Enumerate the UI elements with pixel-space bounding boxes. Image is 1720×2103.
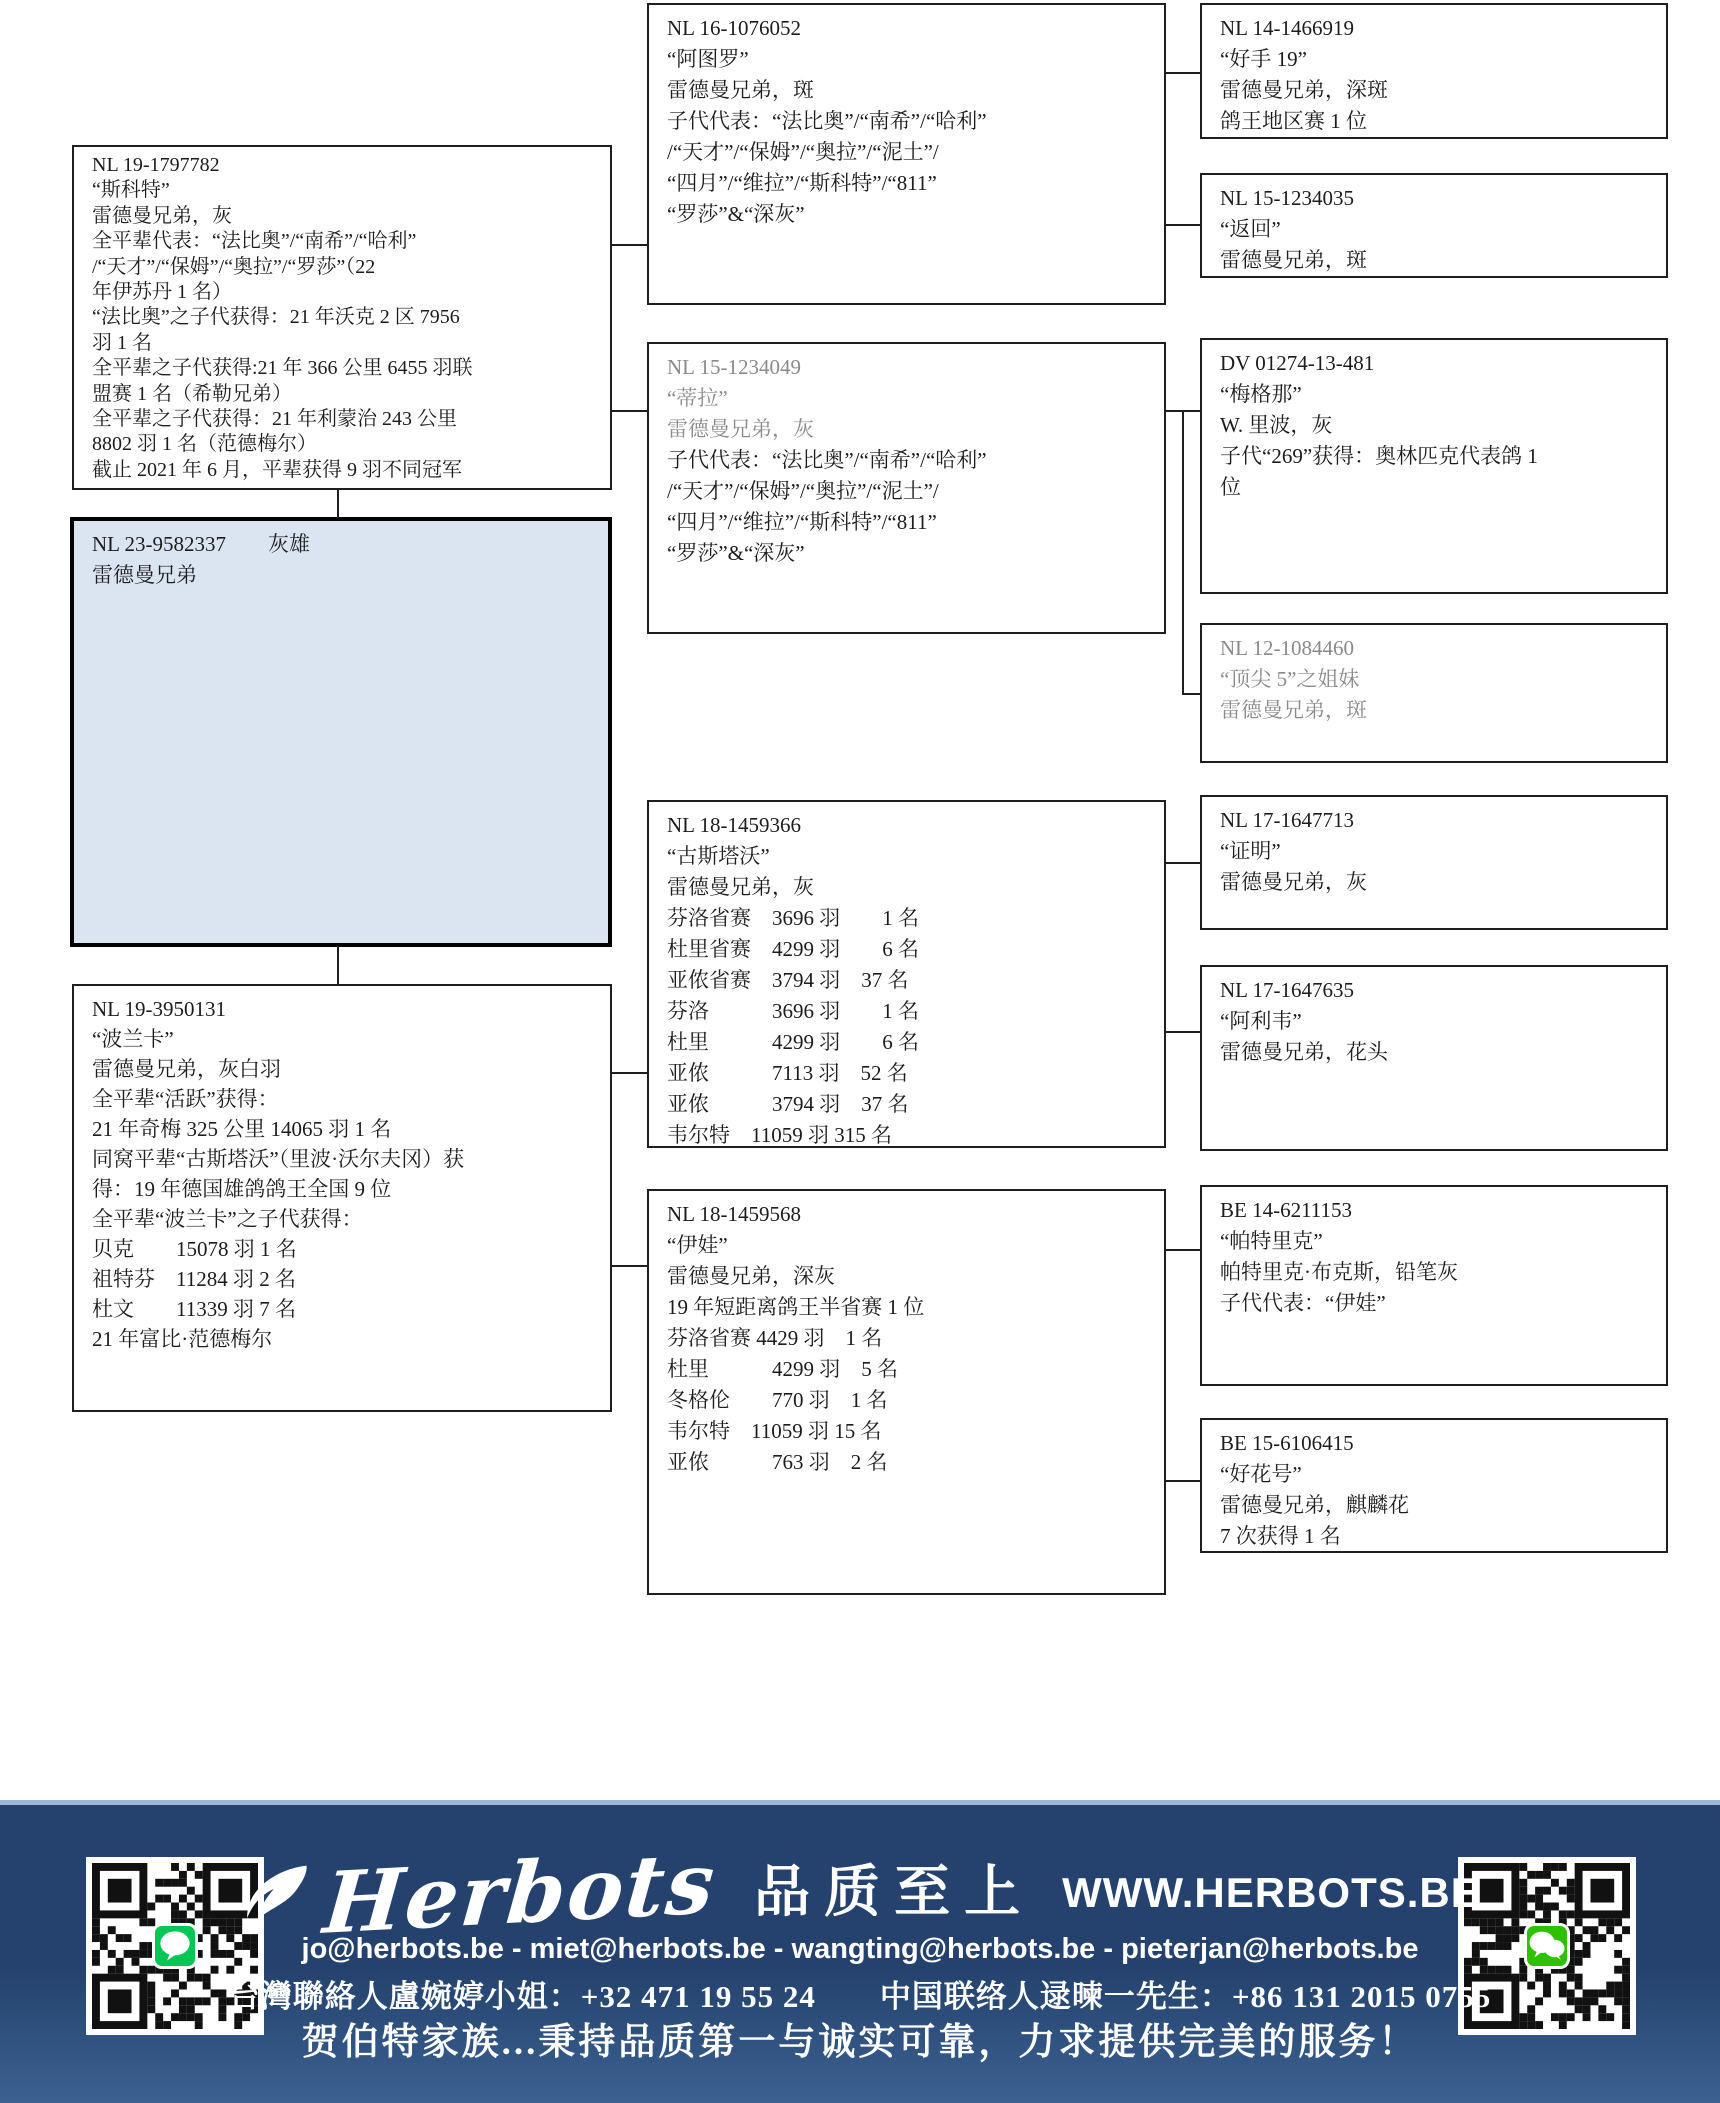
pedigree-line: “罗莎”&“深灰” [667, 202, 805, 226]
pedigree-line: “斯科特” [92, 179, 170, 202]
pedigree-box-ggf1 [1200, 3, 1668, 139]
pedigree-line: 8802 羽 1 名（范德梅尔） [92, 433, 317, 456]
pedigree-line: 羽 1 名 [92, 331, 152, 354]
pedigree-box-father [72, 145, 612, 490]
pedigree-box-pgf [647, 3, 1166, 305]
pedigree-line: “伊娃” [667, 1233, 728, 1257]
pedigree-line: 鸽王地区赛 1 位 [1220, 109, 1367, 133]
feather-icon [236, 1863, 318, 1923]
pedigree-line: “好手 19” [1220, 47, 1307, 71]
pedigree-line: 芬洛省赛 4429 羽 1 名 [667, 1326, 883, 1350]
pedigree-line: 帕特里克·布克斯，铅笔灰 [1220, 1260, 1458, 1284]
pedigree-line: 亚侬省赛 3794 羽 37 名 [667, 968, 909, 992]
pedigree-line: “四月”/“维拉”/“斯科特”/“811” [667, 171, 937, 195]
pedigree-line: “顶尖 5”之姐妹 [1220, 667, 1360, 691]
pedigree-line: 亚侬 763 羽 2 名 [667, 1450, 888, 1474]
pedigree-line: NL 17-1647635 [1220, 978, 1354, 1002]
pedigree-box-subject [70, 517, 612, 947]
pedigree-line: 雷德曼兄弟，斑 [1220, 248, 1367, 272]
pedigree-line: NL 15-1234035 [1220, 186, 1354, 210]
pedigree-line: 全平辈代表：“法比奥”/“南希”/“哈利” [92, 230, 417, 253]
email-addresses: jo@herbots.be - miet@herbots.be - wangting@herbots.be - pieterjan@herbots.be [301, 1933, 1419, 1965]
footer [0, 1800, 1720, 2103]
pedigree-line: 全平辈“活跃”获得： [92, 1087, 279, 1111]
pedigree-line: 雷德曼兄弟，灰 [667, 417, 814, 441]
pedigree-line: “四月”/“维拉”/“斯科特”/“811” [667, 510, 937, 534]
pedigree-box-mgm [647, 1189, 1166, 1595]
pedigree-box-ggm3 [1200, 965, 1668, 1151]
pedigree-line: 位 [1220, 475, 1241, 499]
pedigree-line: /“天才”/“保姆”/“奥拉”/“泥土”/ [667, 140, 939, 164]
pedigree-line: 21 年奇梅 325 公里 14065 羽 1 名 [92, 1117, 392, 1141]
pedigree-box-pgm [647, 342, 1166, 634]
pedigree-line: 雷德曼兄弟，深斑 [1220, 78, 1388, 102]
pedigree-line: 杜里 4299 羽 6 名 [667, 1030, 919, 1054]
pedigree-line: “罗莎”&“深灰” [667, 541, 805, 565]
pedigree-line: 雷德曼兄弟 [92, 563, 197, 587]
pedigree-line: BE 14-6211153 [1220, 1198, 1353, 1222]
pedigree-line: 得：19 年德国雄鸽鸽王全国 9 位 [92, 1177, 392, 1201]
pedigree-line: 雷德曼兄弟，斑 [1220, 698, 1367, 722]
pedigree-line: 截止 2021 年 6 月，平辈获得 9 羽不同冠军 [92, 458, 462, 481]
tagline-cn: 品质至上 [754, 1862, 1035, 1924]
pedigree-line: NL 18-1459568 [667, 1202, 801, 1226]
pedigree-line: 雷德曼兄弟，斑 [667, 78, 814, 102]
connector-line [1182, 693, 1200, 695]
connector-line [612, 1265, 647, 1267]
pedigree-line: 杜文 11339 羽 7 名 [92, 1297, 296, 1321]
pedigree-line: “梅格那” [1220, 382, 1302, 406]
pedigree-line: NL 19-1797782 [92, 154, 220, 176]
pedigree-line: 雷德曼兄弟，花头 [1220, 1040, 1388, 1064]
pedigree-line: 19 年短距离鸽王半省赛 1 位 [667, 1295, 925, 1319]
connector-line [1166, 1480, 1200, 1482]
pedigree-line: 7 次获得 1 名 [1220, 1524, 1341, 1548]
pedigree-line: 祖特芬 11284 羽 2 名 [92, 1267, 296, 1291]
pedigree-line: 全平辈之子代获得:21 年 366 公里 6455 羽联 [92, 357, 473, 380]
connector-line [337, 490, 339, 518]
website-url: WWW.HERBOTS.BE [1062, 1869, 1480, 1916]
pedigree-line: “证明” [1220, 839, 1281, 863]
pedigree-line: NL 15-1234049 [667, 355, 801, 379]
pedigree-line: 雷德曼兄弟，深灰 [667, 1264, 835, 1288]
pedigree-line: 芬洛省赛 3696 羽 1 名 [667, 906, 919, 930]
connector-line [612, 244, 647, 246]
pedigree-line: 年伊苏丹 1 名） [92, 281, 232, 304]
pedigree-line: BE 15-6106415 [1220, 1431, 1354, 1455]
pedigree-box-ggm2 [1200, 623, 1668, 763]
pedigree-line: 21 年富比·范德梅尔 [92, 1327, 273, 1351]
pedigree-line: 全平辈“波兰卡”之子代获得： [92, 1207, 363, 1231]
pedigree-line: W. 里波，灰 [1220, 413, 1333, 437]
pedigree-line: “好花号” [1220, 1462, 1302, 1486]
pedigree-line: “法比奥”之子代获得：21 年沃克 2 区 7956 [92, 306, 460, 329]
pedigree-line: DV 01274-13-481 [1220, 351, 1375, 375]
pedigree-line: 同窝平辈“古斯塔沃”（里波·沃尔夫冈）获 [92, 1147, 465, 1171]
pedigree-box-ggf2 [1200, 338, 1668, 594]
pedigree-line: NL 18-1459366 [667, 813, 801, 837]
pedigree-line: 子代代表：“法比奥”/“南希”/“哈利” [667, 109, 987, 133]
pedigree-line: 芬洛 3696 羽 1 名 [667, 999, 919, 1023]
pedigree-line: 雷德曼兄弟，灰白羽 [92, 1057, 281, 1081]
connector-line [1166, 224, 1200, 226]
pedigree-line: “蒂拉” [667, 386, 728, 410]
contact-phones: 台灣聯絡人盧婉婷小姐：+32 471 19 55 24 中国联络人逯暕一先生：+86 131 2015 0755 [228, 1979, 1492, 2014]
connector-line [1182, 410, 1184, 695]
pedigree-line: NL 17-1647713 [1220, 808, 1354, 832]
pedigree-line: 子代“269”获得：奥林匹克代表鸽 1 [1220, 444, 1538, 468]
pedigree-line: 杜里省赛 4299 羽 6 名 [667, 937, 919, 961]
pedigree-line: “古斯塔沃” [667, 844, 770, 868]
pedigree-line: 子代代表：“法比奥”/“南希”/“哈利” [667, 448, 987, 472]
pedigree-line: “返回” [1220, 217, 1281, 241]
connector-line [1166, 862, 1200, 864]
pedigree-line: 雷德曼兄弟，灰 [667, 875, 814, 899]
pedigree-line: 韦尔特 11059 羽 15 名 [667, 1419, 882, 1443]
connector-line [612, 1072, 647, 1074]
pedigree-box-mother [72, 984, 612, 1412]
pedigree-box-ggf4 [1200, 1185, 1668, 1386]
pedigree-line: 韦尔特 11059 羽 315 名 [667, 1123, 892, 1147]
pedigree-box-ggm4 [1200, 1418, 1668, 1553]
pedigree-line: 亚侬 3794 羽 37 名 [667, 1092, 909, 1116]
pedigree-line: NL 12-1084460 [1220, 636, 1354, 660]
pedigree-box-ggf3 [1200, 795, 1668, 930]
pedigree-line: 杜里 4299 羽 5 名 [667, 1357, 898, 1381]
pedigree-line: “帕特里克” [1220, 1229, 1323, 1253]
slogan: 贺伯特家族...秉持品质第一与诚实可靠，力求提供完美的服务！ [301, 2022, 1419, 2063]
pedigree-line: 雷德曼兄弟，灰 [1220, 870, 1367, 894]
pedigree-line: NL 16-1076052 [667, 16, 801, 40]
pedigree-line: 盟赛 1 名（希勒兄弟） [92, 382, 292, 405]
pedigree-line: NL 23-9582337 灰雄 [92, 532, 310, 556]
pedigree-line: 贝克 15078 羽 1 名 [92, 1237, 297, 1261]
pedigree-line: 亚侬 7113 羽 52 名 [667, 1061, 908, 1085]
pedigree-line: “阿图罗” [667, 47, 749, 71]
pedigree-box-ggm1 [1200, 173, 1668, 278]
pedigree-line: 全平辈之子代获得：21 年利蒙治 243 公里 [92, 408, 457, 431]
pedigree-line: NL 14-1466919 [1220, 16, 1354, 40]
connector-line [1166, 1031, 1200, 1033]
pedigree-line: “阿利韦” [1220, 1009, 1302, 1033]
connector-line [1166, 1249, 1200, 1251]
pedigree-line: /“天才”/“保姆”/“奥拉”/“罗莎”（22 [92, 255, 376, 278]
pedigree-line: 雷德曼兄弟，灰 [92, 204, 232, 227]
connector-line [1166, 72, 1200, 74]
connector-line [612, 410, 647, 412]
pedigree-box-mgf [647, 800, 1166, 1148]
connector-line [337, 946, 339, 985]
brand-logo: Herbots [320, 1832, 721, 1953]
pedigree-line: “波兰卡” [92, 1027, 174, 1051]
pedigree-line: /“天才”/“保姆”/“奥拉”/“泥土”/ [667, 479, 939, 503]
pedigree-line: 雷德曼兄弟，麒麟花 [1220, 1493, 1409, 1517]
pedigree-line: NL 19-3950131 [92, 997, 226, 1021]
pedigree-line: 子代代表：“伊娃” [1220, 1291, 1386, 1315]
pedigree-line: 冬格伦 770 羽 1 名 [667, 1388, 888, 1412]
